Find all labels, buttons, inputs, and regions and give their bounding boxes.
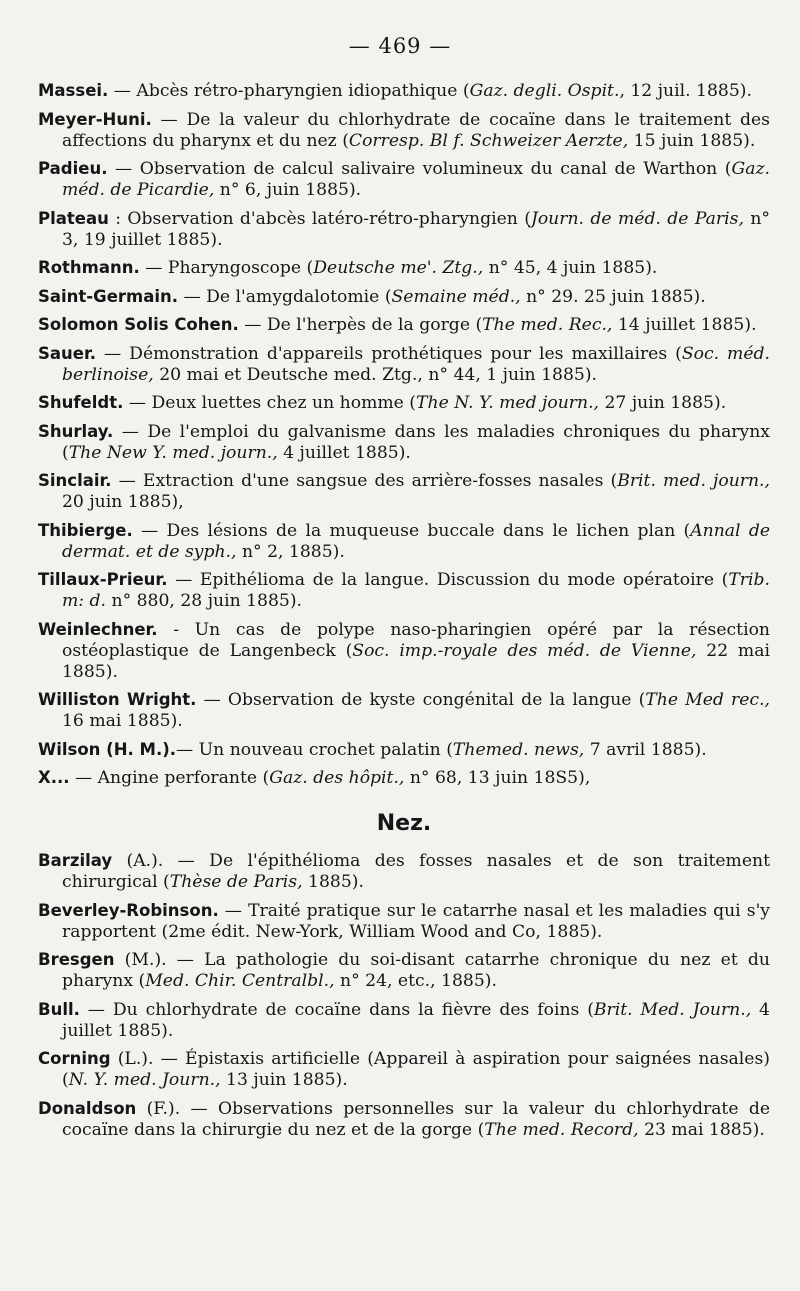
entry-author: Williston Wright. [38, 690, 197, 709]
pharynx-entries [38, 80, 770, 789]
entry-text: — De l'herpès de la gorge ( [238, 315, 483, 335]
entry-author: Rothmann. [38, 258, 140, 277]
entry-author: Shurlay. [38, 421, 114, 441]
entry-text: — Angine perforante ( [69, 768, 270, 788]
entry-text-end: 27 juin 1885). [599, 393, 727, 413]
entry-text: — Deux luettes chez un homme ( [123, 393, 417, 413]
entry-text-end: 22 mai 1885). [62, 640, 770, 682]
entry-text: (M.). — La pathologie du soi-disant catarrhe chronique du nez et du pharynx ( [62, 950, 770, 991]
entry-journal: The med. Record, [484, 1119, 639, 1140]
entry-text-end: 13 juin 1885). [220, 1070, 348, 1090]
bibliography-list [38, 80, 770, 1147]
entry-text: - Un cas de polype naso-pharingien opéré par la résection ostéoplastique de Langenbeck ( [62, 619, 770, 661]
entry-text-end: n° 29. 25 juin 1885). [520, 286, 706, 307]
entry-text-end: 23 mai 1885). [638, 1119, 765, 1140]
bibliography-entry [38, 739, 770, 761]
page-number: — 469 — [348, 34, 452, 58]
bibliography-entry [38, 850, 770, 893]
section-title: Nez. [376, 811, 432, 836]
bibliography-entry [38, 208, 770, 251]
entry-author: Donaldson [38, 1098, 137, 1118]
entry-text: — Epithélioma de la langue. Discussion du mode opératoire ( [167, 570, 729, 590]
entry-text: — Observation de kyste congénital de la langue ( [196, 690, 646, 710]
entry-author: Meyer-Huni. [38, 109, 152, 129]
bibliography-entry [38, 286, 770, 308]
entry-text-end: n° 3, 19 juillet 1885). [62, 208, 770, 250]
entry-author: Weinlechner. [38, 619, 158, 639]
entry-text-end: n° 24, etc., 1885). [334, 971, 497, 991]
entry-text-end: 16 mai 1885). [62, 711, 183, 731]
entry-author: X... [38, 768, 70, 787]
bibliography-entry [38, 314, 770, 336]
bibliography-entry [38, 999, 770, 1042]
entry-author: Barzilay [38, 851, 113, 870]
entry-journal: Trib. m: d. [62, 570, 770, 611]
entry-text: — De la valeur du chlorhydrate de cocaïne dans le traitement des affections du pharynx et du nez ( [62, 109, 770, 151]
entry-text: — Abcès rétro-pharyngien idiopathique ( [108, 81, 470, 101]
bibliography-entry [38, 1098, 770, 1141]
entry-text-end: 14 juillet 1885). [612, 315, 757, 335]
entry-journal: The N. Y. med journ., [416, 393, 600, 413]
bibliography-entry [38, 949, 770, 992]
bibliography-entry [38, 900, 770, 943]
entry-text: — Démonstration d'appareils prothétiques pour les maxillaires ( [96, 343, 682, 364]
entry-journal: Themed. news, [452, 739, 585, 760]
entry-author: Beverley-Robinson. [38, 900, 219, 920]
entry-author: Wilson (H. M.). [38, 739, 177, 759]
entry-journal: Corresp. Bl f. Schweizer Aerzte, [348, 130, 629, 151]
entry-journal: Brit. med. journ., [617, 471, 770, 491]
entry-journal: Soc. imp.-royale des méd. de Vienne, [352, 640, 697, 661]
entry-author: Saint-Germain. [38, 286, 179, 306]
entry-journal: The New Y. med. journ., [68, 442, 278, 463]
entry-journal: Gaz. degli. Ospit. [469, 81, 620, 101]
entry-journal: Annal de dermat. et de syph., [62, 520, 770, 562]
entry-text: — De l'amygdalotomie ( [178, 286, 392, 307]
entry-author: Sauer. [38, 343, 97, 363]
entry-author: Plateau [38, 208, 109, 228]
entry-text: — Un nouveau crochet palatin ( [176, 739, 453, 760]
bibliography-entry [38, 257, 770, 279]
entry-author: Corning [38, 1049, 111, 1068]
bibliography-entry [38, 520, 770, 563]
entry-text: — Pharyngoscope ( [139, 258, 314, 278]
entry-text: — De l'emploi du galvanisme dans les maladies chroniques du pharynx ( [62, 421, 770, 463]
entry-text-end: 20 mai et Deutsche med. Ztg., n° 44, 1 juin 1885). [153, 364, 597, 385]
entry-text-end: 1885). [302, 872, 364, 892]
entry-author: Shufeldt. [38, 393, 124, 412]
bibliography-entry [38, 109, 770, 152]
entry-text: — Des lésions de la muqueuse buccale dans le lichen plan ( [132, 520, 691, 541]
entry-text-end: 4 juillet 1885). [277, 442, 411, 463]
entry-journal: The med. Rec., [482, 315, 613, 335]
bibliography-entry [38, 421, 770, 464]
entry-text: — Du chlorhydrate de cocaïne dans la fièvre des foins ( [79, 999, 594, 1020]
entry-author: Sinclair. [38, 471, 112, 490]
entry-text: : Observation d'abcès latéro-rétro-pharyngien ( [108, 208, 531, 229]
entry-text-end: 4 juillet 1885). [62, 999, 770, 1041]
entry-journal: Brit. Med. Journ., [593, 999, 752, 1020]
entry-author: Solomon Solis Cohen. [38, 315, 239, 334]
entry-journal: Gaz. méd. de Picardie, [62, 159, 770, 200]
nez-entries [38, 850, 770, 1141]
entry-text-end: , 12 juil. 1885). [619, 81, 752, 101]
entry-journal: Thèse de Paris, [169, 872, 303, 892]
entry-text-end: 15 juin 1885). [628, 130, 756, 151]
entry-journal: Gaz. des hôpit., [269, 768, 405, 788]
bibliography-entry [38, 569, 770, 612]
entry-journal: The Med rec., [645, 690, 770, 710]
entry-journal: Journ. de méd. de Paris, [530, 208, 744, 229]
entry-author: Bresgen [38, 950, 115, 969]
entry-journal: N. Y. med. Journ., [68, 1070, 221, 1090]
entry-text: — Traité pratique sur le catarrhe nasal et les maladies qui s'y rapportent (2me édit. New-York, William Wood and Co, 1885). [62, 900, 770, 942]
entry-text-end: n° 45, 4 juin 1885). [483, 258, 658, 278]
entry-text-end: n° 6, juin 1885). [214, 180, 362, 200]
entry-text: — Observation de calcul salivaire volumineux du canal de Warthon ( [107, 159, 732, 179]
bibliography-entry [38, 392, 770, 414]
entry-text: — Extraction d'une sangsue des arrière-fosses nasales ( [111, 471, 618, 491]
bibliography-entry [38, 470, 770, 513]
entry-text-end: n° 880, 28 juin 1885). [106, 591, 303, 611]
bibliography-entry [38, 80, 770, 102]
bibliography-entry [38, 158, 770, 201]
entry-journal: Deutsche me'. Ztg., [313, 258, 484, 278]
bibliography-entry [38, 619, 770, 683]
entry-author: Tillaux-Prieur. [38, 570, 168, 589]
entry-author: Thibierge. [38, 520, 133, 540]
entry-text-end: n° 68, 13 juin 18S5), [404, 768, 591, 788]
entry-author: Padieu. [38, 159, 108, 178]
bibliography-entry [38, 689, 770, 732]
entry-text: (A.). — De l'épithélioma des fosses nasales et de son traitement chirurgical ( [62, 851, 770, 892]
entry-text-end: 7 avril 1885). [584, 739, 707, 760]
entry-author: Massei. [38, 81, 109, 100]
entry-author: Bull. [38, 999, 80, 1019]
entry-journal: Med. Chir. Centralbl., [145, 971, 335, 991]
entry-text-end: n° 2, 1885). [236, 541, 345, 562]
entry-text: (F.). — Observations personnelles sur la valeur du chlorhydrate de cocaïne dans la chirurgie du nez et de la gorge ( [62, 1098, 770, 1140]
bibliography-entry [38, 343, 770, 386]
entry-text: (L.). — Épistaxis artificielle (Appareil à aspiration pour saignées nasales) ( [62, 1049, 770, 1090]
entry-text-end: 20 juin 1885), [62, 492, 184, 512]
entry-journal: Semaine méd., [391, 286, 521, 307]
bibliography-entry [38, 1048, 770, 1091]
bibliography-entry [38, 767, 770, 789]
entry-journal: Soc. méd. berlinoise, [62, 343, 770, 385]
